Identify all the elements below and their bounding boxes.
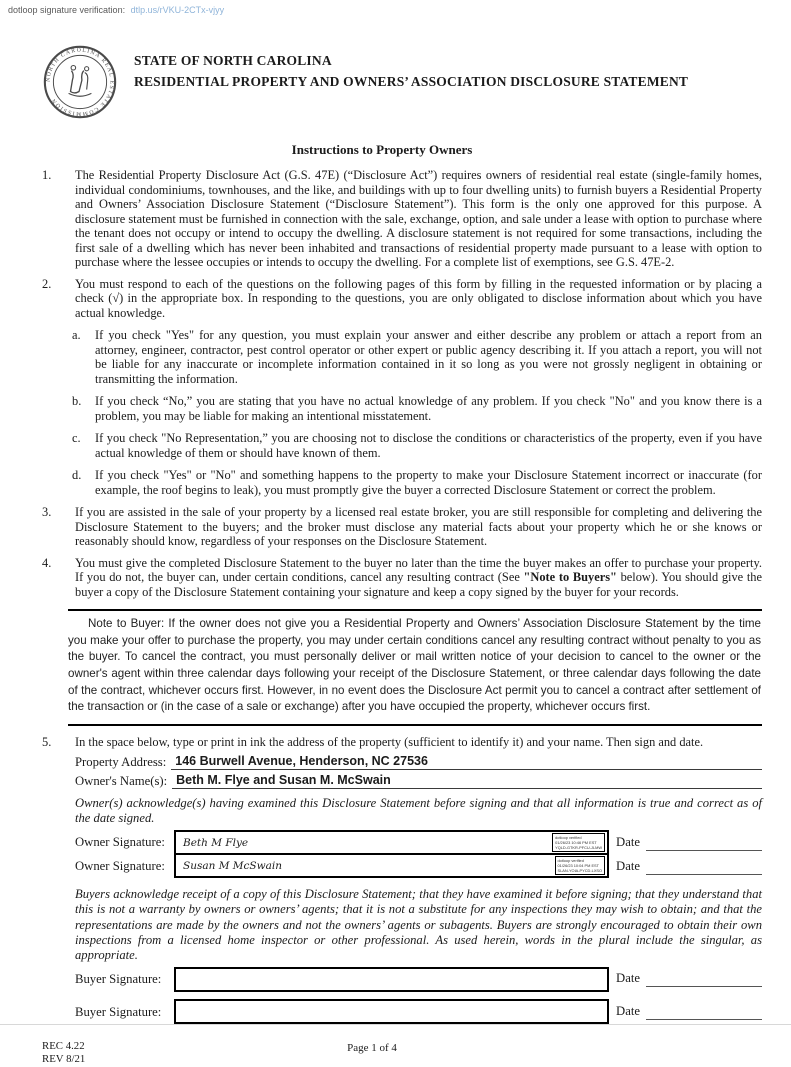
- sub-letter: a.: [72, 328, 81, 342]
- item-number: 4.: [42, 555, 52, 570]
- buyer-signature-box-1[interactable]: [174, 967, 609, 992]
- owner-signature-row-2: [75, 855, 762, 878]
- buyer-signature-row-2: [75, 1001, 762, 1024]
- nc-real-estate-commission-seal-icon: [42, 44, 118, 125]
- item-number: 5.: [42, 735, 52, 750]
- date-label: Date: [616, 1004, 640, 1019]
- dotloop-verified-stamp-1: dotloop verified 01/26/23 10:46 PM EST YQLD-GTKR-PFCU-JLMW: [552, 833, 605, 852]
- buyer-signature-row-1: [75, 967, 762, 992]
- fill-in-section: [75, 754, 762, 1024]
- dotloop-verification-bar: [8, 5, 224, 15]
- date-field[interactable]: [646, 859, 762, 875]
- owners-names-label: Owner's Name(s):: [75, 774, 168, 789]
- buyer-signature-box-2[interactable]: [174, 999, 609, 1024]
- instruction-item-2c: [72, 431, 762, 460]
- sub-text: If you check “No,” you are stating that you have no actual knowledge of any problem. If you check "No" and you know there is a problem, you may be liable for making an intentional misstatement.: [95, 394, 762, 423]
- instruction-item-2d: [72, 468, 762, 497]
- date-field[interactable]: [646, 971, 762, 987]
- date-field[interactable]: [646, 1004, 762, 1020]
- instruction-item-2b: [72, 394, 762, 423]
- item-number: 1.: [42, 168, 52, 182]
- sub-text: If you check "Yes" for any question, you must explain your answer and either describe any problem or attach a report from an attorney, engineer, contractor, pest control operator or other expert or public agency describing it. If you attach a report, you will not be liable for any inaccurate or incomplete information contained in it so long as you were not grossly negligent in obtaining or transmitting the information.: [95, 328, 762, 386]
- property-address-label: Property Address:: [75, 755, 167, 770]
- owner-signature-label: Owner Signature:: [75, 835, 165, 850]
- document-title-block: [134, 44, 688, 93]
- buyer-signature-label: Buyer Signature:: [75, 1004, 162, 1019]
- buyer-signature-area: [75, 967, 762, 1024]
- date-group: [616, 1004, 762, 1020]
- instruction-item-2: [42, 277, 762, 321]
- date-group: [616, 859, 762, 875]
- item-text: If you are assisted in the sale of your property by a licensed real estate broker, you are still responsible for completing and delivering the Disclosure Statement to the buyers; and the broker must disclose any material facts about your property which he or she knows or reasonably should know, regardless of your responses on the Disclosure Statement.: [75, 505, 762, 548]
- owner-signature-box-1[interactable]: [174, 830, 609, 855]
- sub-letter: d.: [72, 468, 82, 482]
- form-rec-number: REC 4.22: [42, 1039, 85, 1052]
- date-label: Date: [616, 858, 640, 873]
- note-to-buyers-bold: "Note to Buyers": [523, 570, 617, 584]
- item-text: The Residential Property Disclosure Act (G.S. 47E) (“Disclosure Act”) requires owners of residential real estate (single-family homes, individual condominiums, townhouses, and the like, and buildings with up to four dwelling units) to furnish buyers a Residential Property and Owners’ Association Disclosure Statement (“Disclosure Statement”). This form is the only one approved for this purpose. A disclosure statement must be furnished in connection with the sale, exchange, option, and sale under a lease with option to purchase where the tenant does not occupy or intend to occupy the dwelling. A disclosure statement is not required for some transactions, including the first sale of a dwelling which has never been inhabited and transactions of residential property made pursuant to a lease with option to purchase where the lessee occupies or intends to occupy the dwelling. For a complete list of exemptions, see G.S. 47E-2.: [75, 168, 762, 269]
- date-field[interactable]: [646, 835, 762, 851]
- document-header: [42, 44, 762, 125]
- instructions-heading: Instructions to Property Owners: [291, 142, 473, 157]
- svg-text:NORTH CAROLINA REAL ESTATE COM: NORTH CAROLINA REAL ESTATE COMMISSION: [45, 47, 115, 117]
- instruction-item-5: [42, 735, 762, 750]
- buyer-acknowledgment-text: Buyers acknowledge receipt of a copy of this Disclosure Statement; that they have examined it before signing; that they understand that this is not a warranty by owners or owners’ agents; that it is not a substitute for any inspections they may wish to obtain; and that the representations are made by the owners and not the owners’ agents or subagents. Buyers are strongly encouraged to obtain their own inspections from a licensed home inspector or other professional. As used herein, words in the plural include the singular, as appropriate.: [75, 887, 762, 962]
- form-title: RESIDENTIAL PROPERTY AND OWNERS’ ASSOCIATION DISCLOSURE STATEMENT: [134, 73, 689, 89]
- owner-signature-2: Susan M McSwain: [183, 859, 282, 872]
- owners-names-row: [75, 773, 762, 789]
- owner-signature-1: Beth M Flye: [183, 836, 249, 849]
- item-number: 3.: [42, 505, 52, 519]
- item-text: In the space below, type or print in ink the address of the property (sufficient to identify it) and your name. Then sign and date.: [75, 735, 704, 750]
- date-group: [616, 971, 762, 987]
- verification-label: dotloop signature verification:: [8, 5, 126, 15]
- item-number: 2.: [42, 276, 52, 291]
- instruction-item-3: [42, 505, 762, 549]
- verification-link[interactable]: dtlp.us/rVKU-2CTx-vjyy: [130, 5, 225, 15]
- owner-acknowledgment-text: Owner(s) acknowledge(s) having examined this Disclosure Statement before signing and that all information is true and correct as of the date signed.: [75, 796, 762, 826]
- buyer-signature-label: Buyer Signature:: [75, 971, 162, 986]
- owner-signature-box-2[interactable]: [174, 853, 609, 878]
- page-number: Page 1 of 4: [347, 1041, 397, 1054]
- instruction-item-1: [42, 168, 762, 270]
- owner-signature-area: [75, 830, 762, 878]
- date-group: [616, 835, 762, 851]
- item-text: You must respond to each of the questions on the following pages of this form by filling in the requested information or by placing a check (√) in the appropriate box. In responding to the questions, you are only obligated to disclose information about which you have actual knowledge.: [75, 276, 762, 320]
- sub-text: If you check "No Representation,” you are choosing not to disclose the conditions or characteristics of the property, even if you have actual knowledge of them or should have known of them.: [95, 431, 762, 460]
- dotloop-verified-stamp-2: dotloop verified 01/26/23 10:04 PM EST SLAN-YOIA-PYCD-LXSO: [555, 856, 606, 875]
- owner-signature-row-1: [75, 830, 762, 855]
- sub-letter: b.: [72, 394, 82, 408]
- property-address-row: [75, 754, 762, 770]
- page-footer: [42, 1040, 762, 1067]
- sub-text: If you check "Yes" or "No" and something happens to the property to make your Disclosure Statement incorrect or inaccurate (for example, the roof begins to leak), you must promptly give the buyer a corrected Disclosure Statement or correct the problem.: [95, 468, 762, 497]
- form-rev-number: REV 8/21: [42, 1053, 86, 1066]
- note-to-buyer-box: Note to Buyer: If the owner does not give you a Residential Property and Owners’ Association Disclosure Statement by the time you make your offer to purchase the property, you may under certain conditions cancel any resulting contract without penalty to you as the buyer. To cancel the contract, you must personally deliver or mail written notice of your decision to cancel to the owner or the owner's agent within three calendar days following your receipt of the Disclosure Statement, or three calendar days following the date of the contract, whichever occurs first. However, in no event does the Disclosure Act permit you to cancel a contract after settlement of the transaction or (in the case of a sale or exchange) after you have occupied the property, whichever occurs first.: [68, 609, 762, 726]
- date-label: Date: [616, 971, 640, 986]
- item-text: You must give the completed Disclosure Statement to the buyer no later than the time the buyer makes an offer to purchase your property. If you do not, the buyer can, under certain conditions, cancel any resulting contract (See "Note to Buyers" below). You should give the buyer a copy of the Disclosure Statement containing your signature and keep a copy signed by the buyer for your records.: [75, 555, 762, 599]
- instruction-item-4: [42, 556, 762, 600]
- sub-letter: c.: [72, 431, 81, 445]
- instruction-item-2a: [72, 328, 762, 386]
- owner-signature-label: Owner Signature:: [75, 859, 165, 874]
- date-label: Date: [616, 834, 640, 849]
- owners-names-field[interactable]: Beth M. Flye and Susan M. McSwain: [172, 773, 762, 789]
- property-address-field[interactable]: 146 Burwell Avenue, Henderson, NC 27536: [171, 754, 762, 770]
- state-title: STATE OF NORTH CAROLINA: [134, 53, 332, 68]
